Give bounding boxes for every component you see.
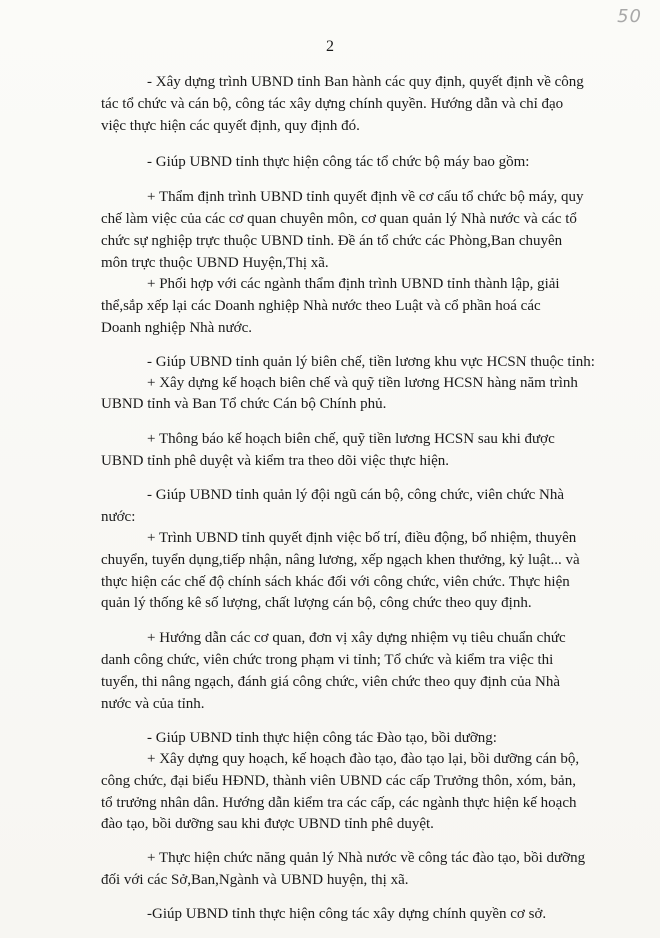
- paragraph-line: - Giúp UBND tỉnh quản lý biên chế, tiền lương khu vực HCSN thuộc tỉnh:: [147, 354, 595, 370]
- paragraph-line: việc thực hiện các quyết định, quy định đó.: [101, 118, 360, 134]
- paragraph-line: + Thẩm định trình UBND tỉnh quyết định về cơ cấu tổ chức bộ máy, quy: [147, 189, 584, 205]
- paragraph-line: + Xây dựng kế hoạch biên chế và quỹ tiền lương HCSN hàng năm trình: [147, 375, 578, 391]
- paragraph-line: thực hiện các chế độ chính sách khác đối với công chức, viên chức. Thực hiện: [101, 574, 570, 590]
- paragraph-line: - Xây dựng trình UBND tỉnh Ban hành các quy định, quyết định về công: [147, 74, 584, 90]
- paragraph-line: tổ trưởng nhân dân. Hướng dẫn kiểm tra các cấp, các ngành thực hiện kế hoạch: [101, 795, 577, 811]
- paragraph-line: - Giúp UBND tỉnh thực hiện công tác tổ chức bộ máy bao gồm:: [147, 154, 530, 170]
- paragraph-line: Doanh nghiệp Nhà nước.: [101, 320, 253, 336]
- paragraph-line: nước:: [101, 509, 136, 525]
- paragraph-line: UBND tỉnh phê duyệt và kiểm tra theo dõi việc thực hiện.: [101, 453, 450, 469]
- paragraph-line: đào tạo, bồi dưỡng sau khi được UBND tỉnh phê duyệt.: [101, 816, 434, 832]
- paragraph-line: chức sự nghiệp trực thuộc UBND tỉnh. Đề án tổ chức các Phòng,Ban chuyên: [101, 233, 563, 249]
- paragraph-line: đối với các Sở,Ban,Ngành và UBND huyện, thị xã.: [101, 872, 409, 888]
- paragraph-line: tuyển, thi nâng ngạch, đánh giá công chức, viên chức theo quy định của Nhà: [101, 674, 561, 690]
- paragraph-line: chuyển, tuyển dụng,tiếp nhận, nâng lương, xếp ngạch khen thưởng, kỷ luật... và: [101, 552, 580, 568]
- paragraph-line: tác tổ chức và cán bộ, công tác xây dựng chính quyền. Hướng dẫn và chỉ đạo: [101, 96, 564, 112]
- page-number: 2: [326, 38, 334, 55]
- paragraph-line: thể,sắp xếp lại các Doanh nghiệp Nhà nước theo Luật và cổ phần hoá các: [101, 298, 541, 314]
- paragraph-line: + Trình UBND tỉnh quyết định việc bố trí, điều động, bổ nhiệm, thuyên: [147, 530, 577, 546]
- paragraph-line: nước và của tỉnh.: [101, 696, 205, 712]
- paragraph-line: - Giúp UBND tỉnh quản lý đội ngũ cán bộ, công chức, viên chức Nhà: [147, 487, 565, 503]
- paragraph-line: công chức, đại biểu HĐND, thành viên UBND các cấp Trưởng thôn, xóm, bản,: [101, 773, 576, 789]
- paragraph-line: -Giúp UBND tỉnh thực hiện công tác xây dựng chính quyền cơ sở.: [147, 906, 547, 922]
- paragraph-line: quản lý thống kê số lượng, chất lượng cán bộ, công chức theo quy định.: [101, 595, 532, 611]
- paragraph-line: môn trực thuộc UBND Huyện,Thị xã.: [101, 255, 329, 271]
- paragraph-line: + Phối hợp với các ngành thẩm định trình UBND tỉnh thành lập, giải: [147, 276, 560, 292]
- handwritten-page-note: 50: [617, 6, 642, 27]
- paragraph-line: UBND tỉnh và Ban Tổ chức Cán bộ Chính phủ.: [101, 396, 387, 412]
- paragraph-line: + Xây dựng quy hoạch, kế hoạch đào tạo, đào tạo lại, bồi dưỡng cán bộ,: [147, 751, 580, 767]
- paragraph-line: + Thông báo kế hoạch biên chế, quỹ tiền lương HCSN sau khi được: [147, 431, 555, 447]
- paragraph-line: + Thực hiện chức năng quản lý Nhà nước về công tác đào tạo, bồi dưỡng: [147, 850, 586, 866]
- paragraph-line: - Giúp UBND tỉnh thực hiện công tác Đào tạo, bồi dưỡng:: [147, 730, 497, 746]
- paragraph-line: chế làm việc của các cơ quan chuyên môn, cơ quan quản lý Nhà nước và các tổ: [101, 211, 577, 227]
- paragraph-line: + Hướng dẫn các cơ quan, đơn vị xây dựng nhiệm vụ tiêu chuẩn chức: [147, 630, 566, 646]
- paragraph-line: danh công chức, viên chức trong phạm vi tỉnh; Tổ chức và kiểm tra việc thi: [101, 652, 554, 668]
